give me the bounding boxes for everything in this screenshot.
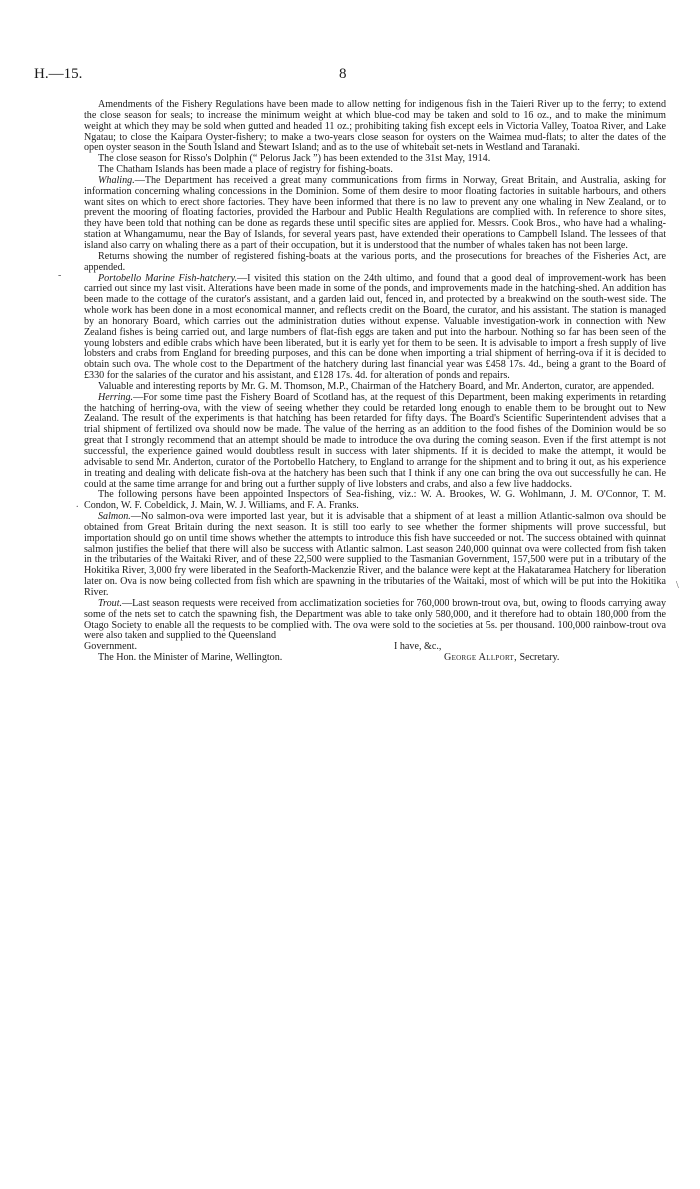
paragraph-trout <box>84 599 666 642</box>
margin-mark-stroke: \ <box>676 580 679 591</box>
signature-block <box>444 653 559 664</box>
signature-title: Secretary. <box>519 652 560 664</box>
paragraph-reports: Valuable and interesting reports by Mr. G. M. Thomson, M.P., Chairman of the Hatchery Board, and Mr. Anderton, curator, are appended. <box>98 380 655 392</box>
text-whaling: —The Department has received a great many communications from firms in Norway, Great Britain, and Australia, asking for information concerning whaling concessions in the Dominion. Some of them desire to moor floating factories in suitable harbours, and others want sites on which to erect shore factories. They have been informed that there is no law to prevent any one whaling in New Zealand, or to prevent the mooring of floating factories, provided the Harbour and Public Health Regulations are complied with. In reference to shore sites, they have been told that nothing can be done as regards these until specific sites are applied for. Messrs. Cook Bros., who have had a whaling-station at Whangamumu, near the Bay of Islands, for several years past, have extended their operations to Campbell Island. The lessees of that island also carry on whaling there as a part of their occupation, but it is understood that the number of whales taken has not been large. <box>84 174 666 251</box>
paragraph-inspectors: The following persons have been appointed Inspectors of Sea-fishing, viz.: W. A. Brookes, W. G. Wohlmann, J. M. O'Connor, T. M. Condon, W. F. Cobeldick, J. Main, W. J. Williams, and F. A. Franks. <box>84 489 666 512</box>
closing-government: Government. <box>84 641 137 653</box>
paragraph-portobello <box>84 274 666 382</box>
text-portobello: —I visited this station on the 24th ultimo, and found that a good deal of improvement-work has been carried out since my last visit. Alterations have been made in some of the ponds, and improvements made in the hatching-shed. An addition has been made to the cottage of the curator's assistant, and a garden laid out, fenced in, and protected by a breakwind on the south-west side. The whole work has been done in a most economical manner, and reflects credit on the Board, the curator, and his assistant. The station is managed by an honorary Board, which carries out the administration duties without expense. Valuable investigation-work in connection with New Zealand fishes is being carried out, and large numbers of flat-fish eggs are taken and put into the harbour. Nothing so far has been seen of the young lobsters and edible crabs which have been liberated, but it is early yet for them to be seen. It is advisable to import a fresh supply of live lobsters and crabs from England for breeding purposes, and this can be done when importing a trial shipment of herring-ova if it is decided to obtain such ova. The whole cost to the Department of the hatchery during last financial year was £458 17s. 4d., being a grant to the Board of £330 for the salaries of the curator and his assistant, and £128 17s. 4d. for alteration of ponds and repairs. <box>84 272 666 382</box>
text-trout: —Last season requests were received from acclimatization societies for 760,000 brown-trout ova, but, owing to floods carrying away some of the nets set to catch the spawning fish, the Department was able to take only 580,000, and it therefore had to obtain 180,000 from the Otago Society to enable all the requests to be complied with. The ova were sold to the societies at 5s. per thousand. 100,000 rainbow-trout ova were also taken and supplied to the Queensland <box>84 597 666 642</box>
document-reference: H.—15. <box>34 66 83 82</box>
closing-line-2 <box>84 653 666 664</box>
paragraph-regulations: Amendments of the Fishery Regulations have been made to allow netting for indigenous fish in the Taieri River up to the ferry; to extend the close season for seals; to increase the minimum weight at which blue-cod may be taken and sold to 16 oz., and to make the minimum weight at which they may be sold when gutted and headed 11 oz.; prohibiting taking fish except eels in Victoria Valley, Toatoa River, and Lake Ngatau; to close the Kaipara Oyster-fishery; to make a two-years close season for oysters on the Waimea mud-flats; to alter the dates of the open oyster season in the South Island and Stewart Island; and as to the use of whitebait set-nets in Westland and Taranaki. <box>84 99 666 154</box>
closing-i-have: I have, &c., <box>394 641 442 653</box>
heading-salmon: Salmon. <box>98 511 131 523</box>
signature-name: George Allport, <box>444 652 517 664</box>
page-header <box>34 66 674 88</box>
text-salmon: —No salmon-ova were imported last year, but it is advisable that a shipment of at least a million Atlantic-salmon ova should be obtained from Great Britain during the next season. It is still too early to see whether the former shipments will prove successful, but importation should go on until time shows whether the attempts to introduce this fish have succeeded or not. The success obtained with quinnat salmon justifies the belief that there will also be success with Atlantic salmon. Last season 240,000 quinnat ova were collected from fish taken in the tributaries of the Waitaki River, and of these 22,500 were supplied to the Tasmanian Government, 157,500 were put in a tributary of the Hokitika River, 3,000 fry were liberated in the Seaforth-Mackenzie River, and the balance were kept at the Hakataramea Hatchery for liberation later on. Ova is now being collected from fish which are spawning in the tributaries of the Waitaki, most of which will be put into the Hokitika River. <box>84 511 666 598</box>
paragraph-herring <box>84 393 666 491</box>
heading-portobello: Portobello Marine Fish-hatchery. <box>98 272 238 284</box>
margin-mark-dot: . <box>76 499 79 510</box>
heading-herring: Herring. <box>98 391 134 403</box>
closing-addressee: The Hon. the Minister of Marine, Wellington. <box>98 652 283 664</box>
document-body <box>84 100 666 664</box>
paragraph-chatham: The Chatham Islands has been made a place of registry for fishing-boats. <box>98 164 393 176</box>
text-herring: —For some time past the Fishery Board of Scotland has, at the request of this Department, been making experiments in retarding the hatching of herring-ova, with the view of seeing whether they could be retarded long enough to enable them to be brought out to New Zealand. The result of the experiments is that hatching has been retarded for fifty days. The Board's Scientific Superintendent advises that a trial shipment of fertilized ova should now be made. The value of the herring as an addition to the food fishes of the Dominion would be so great that I strongly recommend that an attempt should be made to introduce the ova during the coming season. Even if the first attempt is not successful, the experience gained would doubtless result in success with later shipments. If it is decided to make the attempt, it would be advisable to send Mr. Anderton, curator of the Portobello Hatchery, to England to arrange for the shipment and to bring it out, as his experience in treating and dealing with delicate fish-ova at the hatchery has been such that I think if any one can bring the ova out successfully he can. He could at the same time arrange for and bring out a further supply of live lobsters and crabs, and also a few live haddocks. <box>84 391 666 490</box>
paragraph-returns: Returns showing the number of registered fishing-boats at the various ports, and the prosecutions for breaches of the Fisheries Act, are appended. <box>84 250 666 273</box>
paragraph-whaling <box>84 176 666 252</box>
heading-trout: Trout. <box>98 597 123 609</box>
page-number: 8 <box>339 66 347 82</box>
heading-whaling: Whaling. <box>98 174 135 186</box>
paragraph-salmon <box>84 512 666 599</box>
paragraph-dolphin: The close season for Risso's Dolphin (“ Pelorus Jack ”) has been extended to the 31st May, 1914. <box>98 153 491 165</box>
margin-mark-dash: - <box>58 270 62 281</box>
